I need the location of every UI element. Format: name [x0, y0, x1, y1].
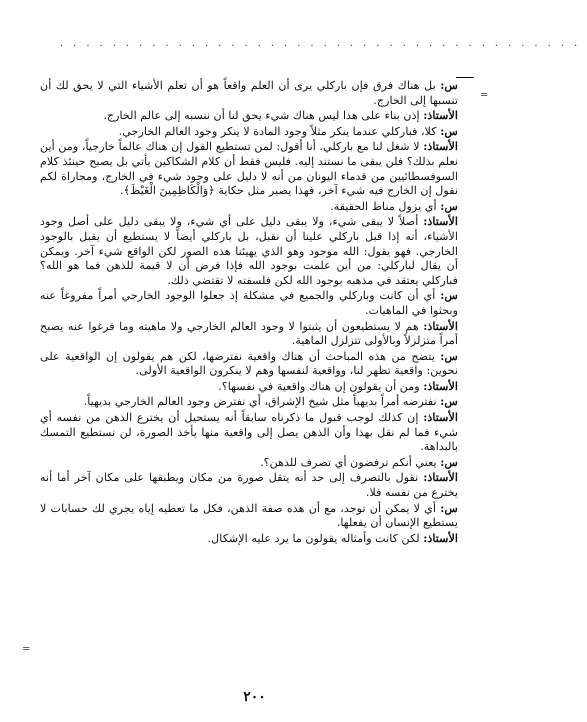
speaker-label: الأستاذ:: [423, 410, 459, 425]
dialogue-paragraph: [40, 531, 458, 547]
paragraph-text: أي لا يمكن أن توجد، مع أن هذه صفة الذهن، فكل ما تعطيه إياه يجري لك حسابات لا يستطيع الإنسان أن يفعلها.: [40, 501, 458, 530]
paragraph-text: إذن بناء على هذا ليس هناك شيء يحق لنا أن ننسبه إلى عالم الخارج.: [103, 109, 420, 123]
dialogue-paragraph: [40, 410, 458, 455]
paragraph-text: ومن أن يقولون إن هناك واقعية في نفسها؟.: [218, 379, 420, 393]
speaker-label: الأستاذ:: [423, 470, 458, 485]
dialogue-paragraph: [40, 78, 458, 108]
dialogue-paragraph: [40, 501, 458, 531]
dialogue-paragraph: [40, 199, 458, 215]
speaker-label: الأستاذ:: [423, 530, 458, 545]
paragraph-separator-rule: [456, 77, 474, 78]
speaker-label: س:: [440, 123, 458, 138]
paragraph-text: بل هناك فرق فإن باركلي يرى أن العلم واقعاً هو أن تعلم الأشياء التي لا يحق لك أن تنسبها إلى الخارج.: [40, 79, 458, 107]
speaker-label: س:: [440, 288, 458, 303]
speaker-label: س:: [440, 454, 458, 469]
speaker-label: الأستاذ:: [423, 318, 459, 333]
margin-mark-bottom: =: [22, 644, 31, 655]
dialogue-paragraph: [40, 108, 458, 124]
dialogue-paragraph: [40, 139, 458, 198]
dialogue-paragraph: [40, 124, 458, 140]
paragraph-text: يتضح من هذه المباحث أن هناك واقعية نفترضها، لكن هم يقولون إن الواقعية على نحوين: واقعية تظهر لنا، وواقعية لنفسها وهم لا ينكرون الواقعية الأولى.: [40, 349, 458, 378]
paragraph-text: نقول بالتصرف إلى حد أنه يتقل صورة من مكان ويطبقها على مكان آخر أما أنه يخترع من نفسه فلا.: [40, 471, 458, 500]
paragraph-text: أي يزول مناط الحقيقة.: [330, 199, 437, 213]
dialogue-paragraph: [40, 394, 458, 410]
speaker-label: س:: [440, 348, 458, 363]
page-body: [40, 78, 458, 546]
dialogue-paragraph: [40, 349, 458, 379]
dialogue-paragraph: [40, 455, 458, 471]
dialogue-paragraph: [40, 470, 458, 500]
paragraph-text: إن كذلك لوجب قبول ما ذكرناه سابقاً أنه يستحيل أن يخترع الذهن من نفسه أي شيء فما لم نقل بهذا وأن الذهن يصل إلى واقعية منها يأخذ الصورة، لن نستطيع التمسك بالبداهة.: [40, 411, 458, 454]
dialogue-paragraph: [40, 288, 458, 318]
paragraph-text: نفترضه أمراً بديهياً مثل شيخ الإشراق، أي نفترض وجود العالم الخارجي بديهياً.: [83, 395, 437, 409]
paragraph-text: كلا، فباركلي عندما ينكر مثلاً وجود المادة لا ينكر وجود العالم الخارجي.: [118, 124, 437, 138]
paragraph-text: أصلاً لا يبقى شيء، ولا يبقى دليل على أي شيء، ولا يبقى دليل على أصل وجود الأشياء، أنه إذا قبل باركلي علينا أن نقبل، بل باركلي أيضاً لا يستطيع أن يقبل بالوجود الخارجي. فهو يقول: الله موجود وهو الذي يهيئنا هذه الصور لكن الواقع شيء آخر. ويمكن أن يقال لباركلي: من أين علمت بوجود الله فإذا فرض أن لا قيمة للذهن فما هو الله؟ فباركلي يعتقد في مذهبه بوجود الله لكن فلسفته لا تقتضي ذلك.: [40, 215, 458, 287]
paragraph-text: لكن كانت وأمثاله يقولون ما يرد عليه الإشكال.: [207, 531, 420, 545]
paragraph-text: أي أن كانت وباركلي والجميع في مشكلة إذ جعلوا الوجود الخارجي أمراً مفروغاً عنه وبحثوا في الماهيات.: [40, 289, 458, 317]
paragraph-text: هم لا يستطيعون أن يثبتوا لا وجود العالم الخارجي ولا ماهيته وما فرغوا عنه يصبح أمراً متزلزلاً وبالأولى تتزلزل الماهية.: [40, 319, 458, 348]
speaker-label: س:: [440, 198, 458, 213]
speaker-label: س:: [440, 394, 458, 409]
page-number: ٢٠٠: [243, 689, 266, 705]
paragraph-text: يعني أنكم ترفضون أي تصرف للذهن؟.: [260, 455, 437, 469]
speaker-label: الأستاذ:: [423, 214, 459, 229]
speaker-label: الأستاذ:: [423, 139, 458, 154]
dialogue-paragraph: [40, 379, 458, 395]
speaker-label: الأستاذ:: [423, 378, 458, 393]
speaker-label: س:: [440, 500, 458, 515]
dialogue-paragraph: [40, 214, 458, 288]
margin-mark-top: =: [480, 90, 489, 101]
dialogue-paragraph: [40, 319, 458, 349]
speaker-label: س:: [440, 78, 458, 92]
speaker-label: الأستاذ:: [423, 108, 458, 123]
paragraph-text: لا شغل لنا مع باركلي. أنا أقول: لمن تستطيع القول إن هناك عالماً خارجياً، ومن أين نعلم بذلك؟ فلن يبقى ما نستند إليه. فليس فقط أن كلام الشكاكين يأتي بل يصبح حينئذ كلام السوفسطائيين من قدماء اليونان من أنه لا دليل على وجود شيء في الخارج، ومجاراة لكم نقول إن الخارج فيه شيء آخر، فهذا يصير مثل حكاية ﴿وَالْكَاظِمِينَ الْغَيْظَ﴾.: [40, 140, 458, 198]
header-dotted-rule: ........................................: [60, 38, 587, 49]
